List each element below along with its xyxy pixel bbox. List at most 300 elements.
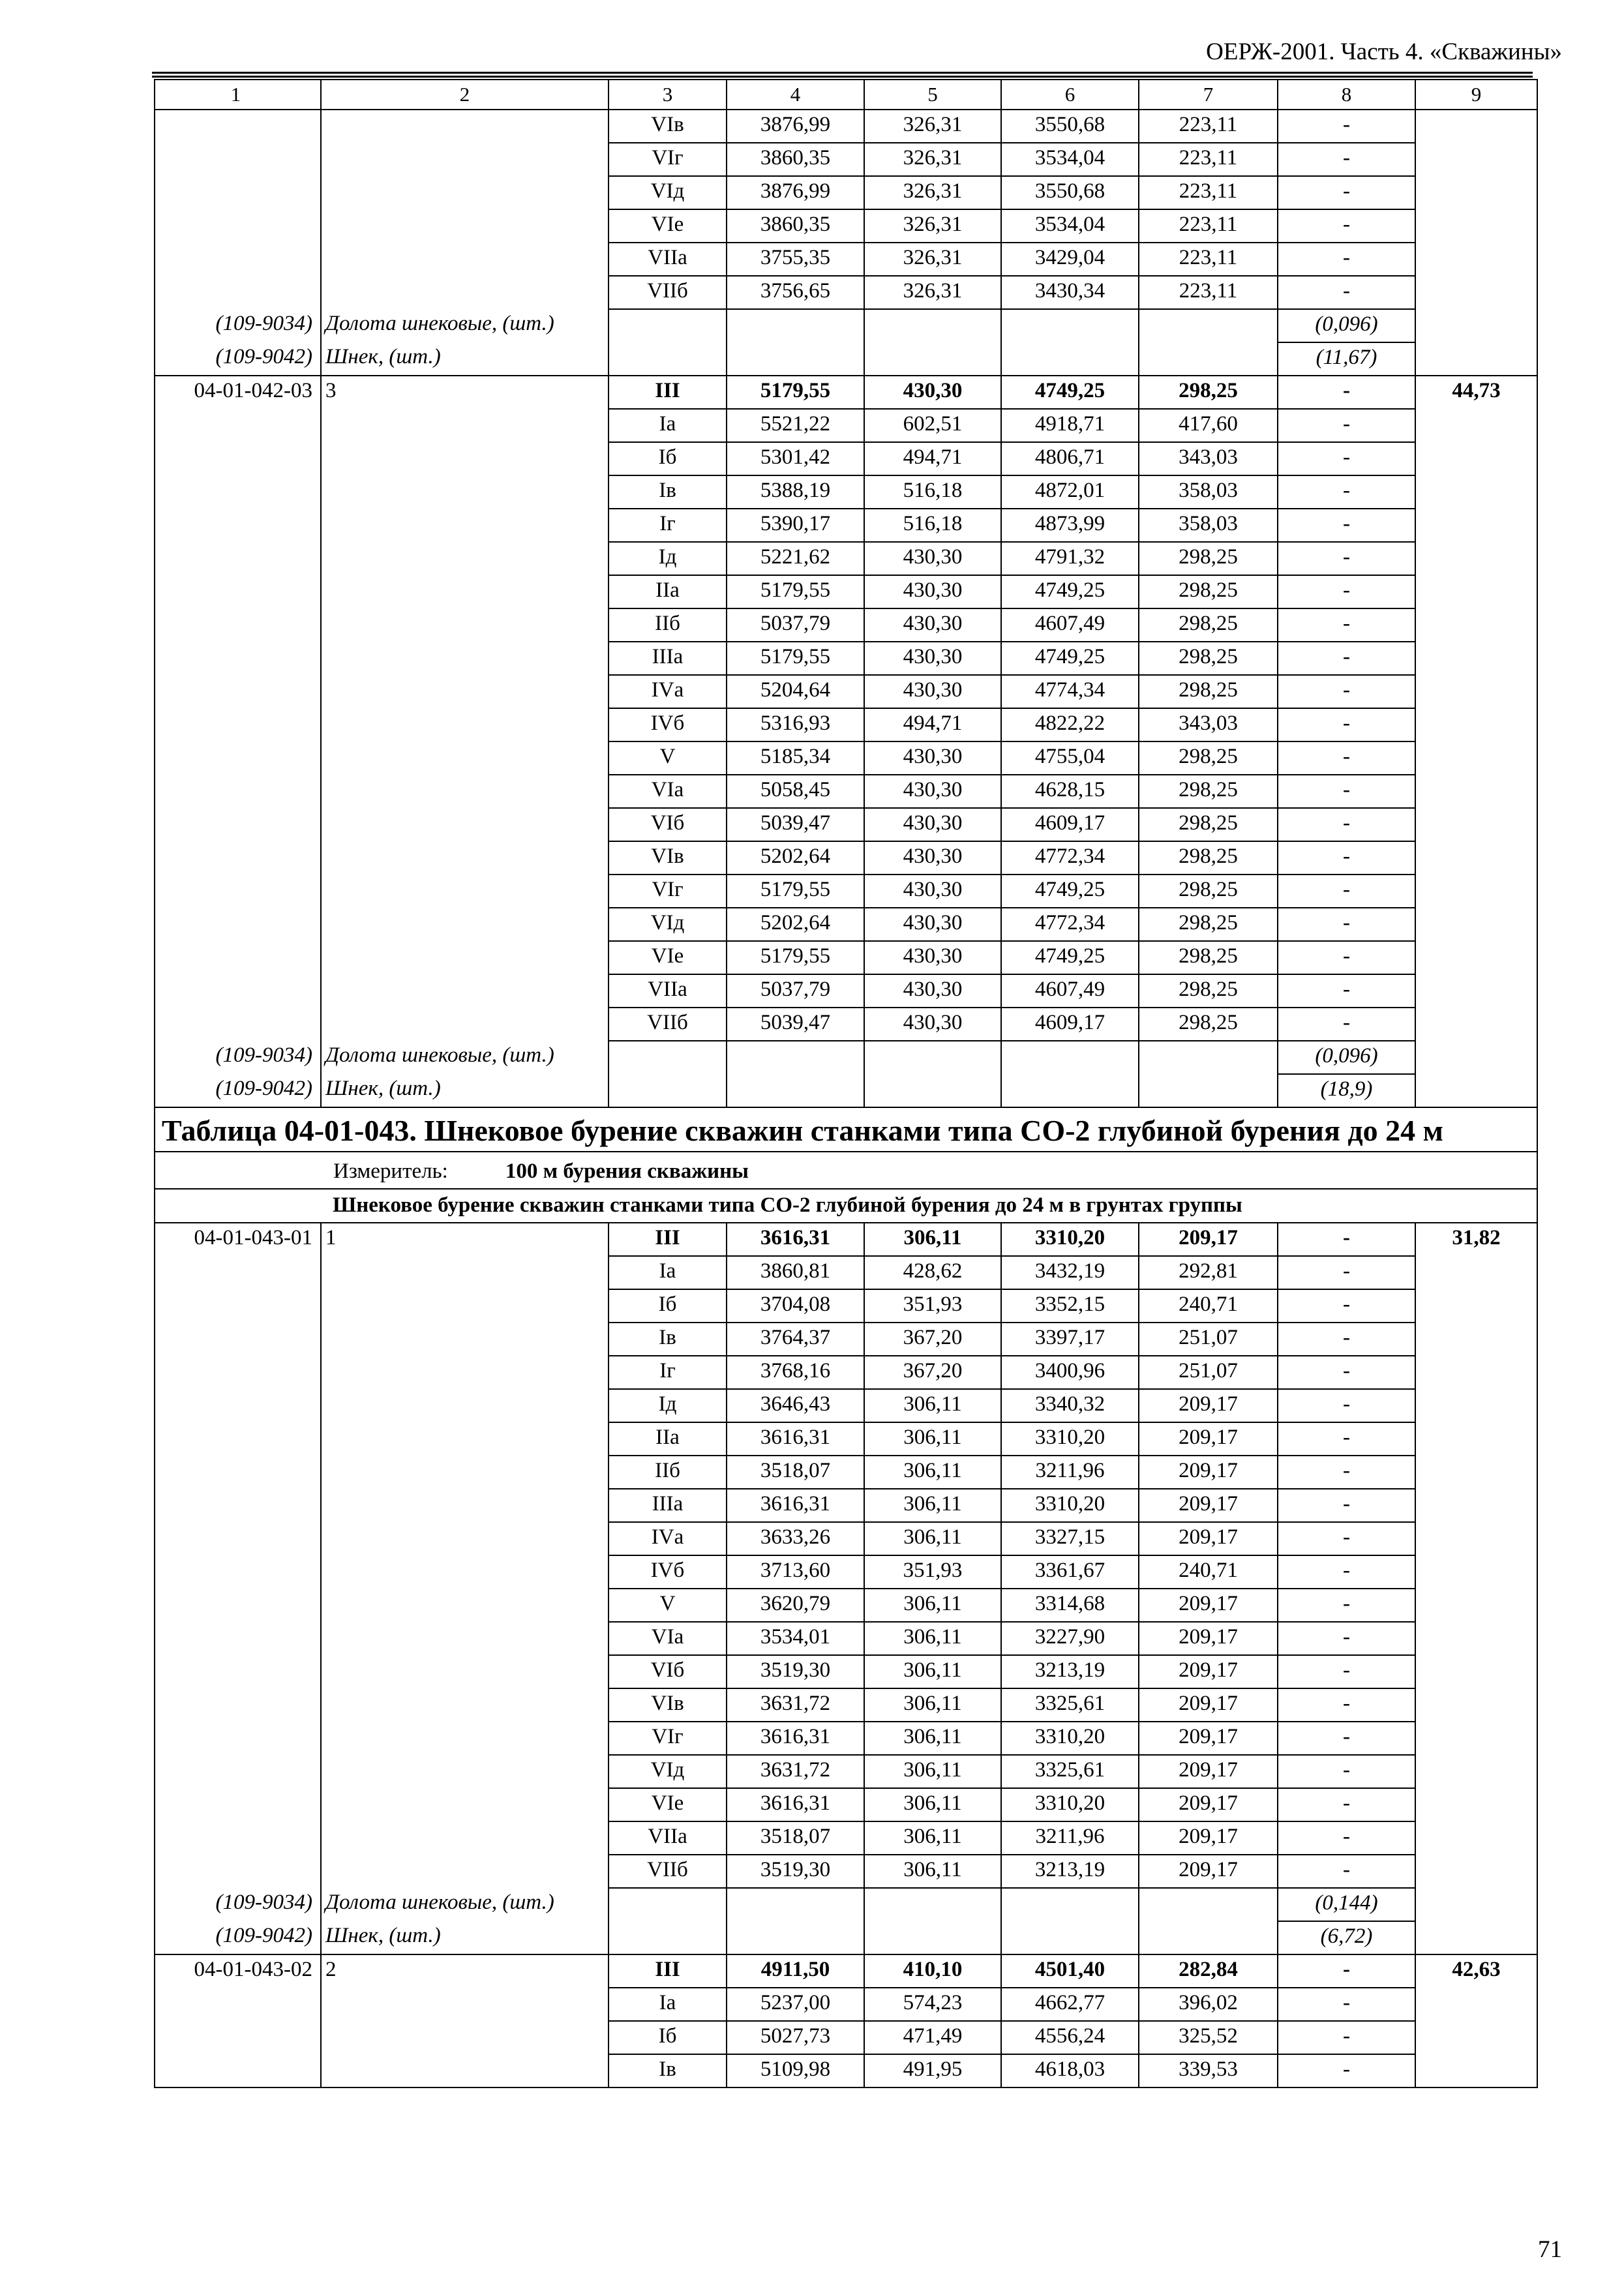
empty-cell: [609, 309, 727, 342]
value-cell: 5109,98: [727, 2054, 864, 2087]
value-cell: -: [1278, 1622, 1415, 1655]
material-quantity: (0,096): [1278, 309, 1415, 342]
soil-group: IIб: [609, 1456, 727, 1489]
value-cell: 3631,72: [727, 1688, 864, 1722]
value-cell: 5037,79: [727, 974, 864, 1008]
value-cell: 306,11: [864, 1755, 1001, 1788]
value-cell: 3860,35: [727, 209, 864, 243]
value-cell: 326,31: [864, 276, 1001, 309]
empty-cell: [1139, 309, 1278, 342]
empty-cell: [727, 1921, 864, 1954]
value-cell: 3616,31: [727, 1722, 864, 1755]
value-cell: 209,17: [1139, 1722, 1278, 1755]
value-cell: 343,03: [1139, 708, 1278, 741]
empty-cell: [1001, 1074, 1139, 1107]
value-cell: 4772,34: [1001, 841, 1139, 875]
value-cell: 3400,96: [1001, 1356, 1139, 1389]
value-cell: 3704,08: [727, 1289, 864, 1323]
value-cell: 223,11: [1139, 143, 1278, 176]
value-cell: 430,30: [864, 675, 1001, 708]
material-name: Шнек, (шт.): [321, 1921, 609, 1954]
soil-group: VIв: [609, 1688, 727, 1722]
value-cell: 4609,17: [1001, 808, 1139, 841]
value-cell: -: [1278, 1323, 1415, 1356]
value-cell: 3519,30: [727, 1655, 864, 1688]
value-cell: 430,30: [864, 841, 1001, 875]
column-number-row: [155, 80, 1537, 110]
value-cell: 240,71: [1139, 1289, 1278, 1323]
value-cell: 209,17: [1139, 1788, 1278, 1821]
value-cell: 430,30: [864, 775, 1001, 808]
value-cell: -: [1278, 808, 1415, 841]
value-cell: 4872,01: [1001, 475, 1139, 509]
soil-group: III: [609, 376, 727, 409]
soil-group: VIд: [609, 176, 727, 209]
row-description: [321, 110, 609, 309]
value-cell: 298,25: [1139, 642, 1278, 675]
value-cell: -: [1278, 1223, 1415, 1256]
soil-group: Iв: [609, 2054, 727, 2087]
value-cell: 209,17: [1139, 1688, 1278, 1722]
value-cell: 326,31: [864, 243, 1001, 276]
material-name: Долота шнековые, (шт.): [321, 1041, 609, 1074]
value-cell: 326,31: [864, 143, 1001, 176]
value-cell: 430,30: [864, 376, 1001, 409]
column-number: 4: [727, 80, 864, 110]
value-cell: 3631,72: [727, 1755, 864, 1788]
value-cell: 3876,99: [727, 110, 864, 143]
empty-cell: [864, 1921, 1001, 1954]
value-cell: -: [1278, 974, 1415, 1008]
value-cell: 430,30: [864, 1008, 1001, 1041]
table-row: [155, 1223, 1537, 1256]
column-number: 2: [321, 80, 609, 110]
value-cell: 574,23: [864, 1988, 1001, 2021]
value-cell: 4618,03: [1001, 2054, 1139, 2087]
value-cell: 3756,65: [727, 276, 864, 309]
value-cell: 3620,79: [727, 1589, 864, 1622]
value-cell: 494,71: [864, 442, 1001, 475]
value-cell: 5388,19: [727, 475, 864, 509]
value-cell: 3310,20: [1001, 1489, 1139, 1522]
value-cell: 298,25: [1139, 675, 1278, 708]
labor-cost: 44,73: [1415, 376, 1537, 1107]
value-cell: 209,17: [1139, 1755, 1278, 1788]
soil-group: Iа: [609, 409, 727, 442]
material-code: (109-9034): [155, 1041, 321, 1074]
soil-group: VIе: [609, 209, 727, 243]
value-cell: -: [1278, 1389, 1415, 1422]
value-cell: 325,52: [1139, 2021, 1278, 2054]
soil-group: IIIа: [609, 1489, 727, 1522]
value-cell: 3860,35: [727, 143, 864, 176]
material-name: Долота шнековые, (шт.): [321, 1888, 609, 1921]
value-cell: 5202,64: [727, 908, 864, 941]
soil-group: IVб: [609, 1555, 727, 1589]
value-cell: -: [1278, 1422, 1415, 1456]
value-cell: 4749,25: [1001, 575, 1139, 608]
soil-group: Iв: [609, 475, 727, 509]
header-rule-double: [152, 76, 1533, 78]
value-cell: 5179,55: [727, 941, 864, 974]
value-cell: 306,11: [864, 1821, 1001, 1855]
value-cell: 306,11: [864, 1622, 1001, 1655]
value-cell: 516,18: [864, 475, 1001, 509]
value-cell: 491,95: [864, 2054, 1001, 2087]
value-cell: 4873,99: [1001, 509, 1139, 542]
material-code: (109-9042): [155, 1074, 321, 1107]
soil-group: Iд: [609, 542, 727, 575]
empty-cell: [727, 1074, 864, 1107]
empty-cell: [864, 1074, 1001, 1107]
value-cell: 298,25: [1139, 875, 1278, 908]
value-cell: 3213,19: [1001, 1855, 1139, 1888]
value-cell: 282,84: [1139, 1954, 1278, 1988]
value-cell: 209,17: [1139, 1589, 1278, 1622]
value-cell: 326,31: [864, 209, 1001, 243]
value-cell: 298,25: [1139, 376, 1278, 409]
value-cell: 471,49: [864, 2021, 1001, 2054]
column-number: 5: [864, 80, 1001, 110]
value-cell: 4791,32: [1001, 542, 1139, 575]
soil-group: VIг: [609, 1722, 727, 1755]
value-cell: -: [1278, 741, 1415, 775]
value-cell: -: [1278, 442, 1415, 475]
value-cell: 209,17: [1139, 1456, 1278, 1489]
column-number: 6: [1001, 80, 1139, 110]
value-cell: 3713,60: [727, 1555, 864, 1589]
value-cell: 209,17: [1139, 1622, 1278, 1655]
value-cell: 5316,93: [727, 708, 864, 741]
value-cell: 430,30: [864, 741, 1001, 775]
empty-cell: [727, 1041, 864, 1074]
value-cell: 3310,20: [1001, 1422, 1139, 1456]
value-cell: -: [1278, 608, 1415, 642]
value-cell: 4607,49: [1001, 974, 1139, 1008]
value-cell: 298,25: [1139, 974, 1278, 1008]
empty-cell: [727, 309, 864, 342]
value-cell: 4607,49: [1001, 608, 1139, 642]
value-cell: 396,02: [1139, 1988, 1278, 2021]
empty-cell: [1139, 1074, 1278, 1107]
value-cell: 430,30: [864, 808, 1001, 841]
table-row: [155, 376, 1537, 409]
value-cell: 5179,55: [727, 575, 864, 608]
value-cell: -: [1278, 1589, 1415, 1622]
value-cell: 367,20: [864, 1323, 1001, 1356]
value-cell: 4755,04: [1001, 741, 1139, 775]
material-quantity: (0,144): [1278, 1888, 1415, 1921]
material-quantity: (0,096): [1278, 1041, 1415, 1074]
soil-group: VIIб: [609, 276, 727, 309]
table-title: Таблица 04-01-043. Шнековое бурение скважин станками типа СО-2 глубиной бурения до 24 м: [155, 1107, 1537, 1152]
value-cell: 3616,31: [727, 1489, 864, 1522]
material-row: [155, 309, 1537, 342]
value-cell: 3860,81: [727, 1256, 864, 1289]
value-cell: -: [1278, 908, 1415, 941]
row-description: 3: [321, 376, 609, 1041]
value-cell: 306,11: [864, 1489, 1001, 1522]
empty-cell: [864, 309, 1001, 342]
value-cell: -: [1278, 276, 1415, 309]
material-row: [155, 342, 1537, 376]
value-cell: 3876,99: [727, 176, 864, 209]
value-cell: 209,17: [1139, 1855, 1278, 1888]
measure-row: [155, 1152, 1537, 1189]
value-cell: 3325,61: [1001, 1688, 1139, 1722]
empty-cell: [609, 1888, 727, 1921]
value-cell: 516,18: [864, 509, 1001, 542]
value-cell: 4806,71: [1001, 442, 1139, 475]
value-cell: 306,11: [864, 1655, 1001, 1688]
soil-group: IVа: [609, 675, 727, 708]
value-cell: -: [1278, 2021, 1415, 2054]
value-cell: 5179,55: [727, 642, 864, 675]
value-cell: 209,17: [1139, 1389, 1278, 1422]
value-cell: -: [1278, 1688, 1415, 1722]
value-cell: 430,30: [864, 608, 1001, 642]
page-number: 71: [1538, 2236, 1562, 2263]
soil-group: VIб: [609, 808, 727, 841]
value-cell: 4822,22: [1001, 708, 1139, 741]
value-cell: 306,11: [864, 1223, 1001, 1256]
soil-group: Iв: [609, 1323, 727, 1356]
value-cell: -: [1278, 1722, 1415, 1755]
value-cell: 4749,25: [1001, 941, 1139, 974]
value-cell: 5039,47: [727, 808, 864, 841]
material-row: [155, 1888, 1537, 1921]
value-cell: 417,60: [1139, 409, 1278, 442]
value-cell: 3310,20: [1001, 1722, 1139, 1755]
value-cell: 240,71: [1139, 1555, 1278, 1589]
labor-cost: 31,82: [1415, 1223, 1537, 1954]
value-cell: 292,81: [1139, 1256, 1278, 1289]
soil-group: Iб: [609, 442, 727, 475]
value-cell: 298,25: [1139, 775, 1278, 808]
soil-group: VIIа: [609, 1821, 727, 1855]
value-cell: 3227,90: [1001, 1622, 1139, 1655]
column-number: 1: [155, 80, 321, 110]
value-cell: -: [1278, 143, 1415, 176]
material-row: [155, 1041, 1537, 1074]
value-cell: 3211,96: [1001, 1821, 1139, 1855]
value-cell: -: [1278, 775, 1415, 808]
value-cell: 3755,35: [727, 243, 864, 276]
value-cell: 326,31: [864, 176, 1001, 209]
value-cell: 5301,42: [727, 442, 864, 475]
subtitle-row: [155, 1189, 1537, 1223]
soil-group: VIIа: [609, 974, 727, 1008]
empty-cell: [609, 1041, 727, 1074]
value-cell: 306,11: [864, 1456, 1001, 1489]
value-cell: -: [1278, 1356, 1415, 1389]
value-cell: 3213,19: [1001, 1655, 1139, 1688]
value-cell: 3518,07: [727, 1821, 864, 1855]
value-cell: 430,30: [864, 542, 1001, 575]
empty-cell: [1001, 309, 1139, 342]
value-cell: 306,11: [864, 1788, 1001, 1821]
page-header: ОЕРЖ-2001. Часть 4. «Скважины»: [1206, 38, 1562, 65]
value-cell: 4628,15: [1001, 775, 1139, 808]
value-cell: 298,25: [1139, 841, 1278, 875]
value-cell: -: [1278, 1788, 1415, 1821]
soil-group: Iа: [609, 1988, 727, 2021]
soil-group: VIе: [609, 1788, 727, 1821]
soil-group: VIд: [609, 1755, 727, 1788]
value-cell: 5058,45: [727, 775, 864, 808]
value-cell: 3340,32: [1001, 1389, 1139, 1422]
empty-cell: [1139, 1888, 1278, 1921]
soil-group: VIIб: [609, 1008, 727, 1041]
value-cell: 3550,68: [1001, 110, 1139, 143]
empty-cell: [727, 1888, 864, 1921]
value-cell: 5027,73: [727, 2021, 864, 2054]
value-cell: 430,30: [864, 941, 1001, 974]
value-cell: 306,11: [864, 1722, 1001, 1755]
value-cell: 4501,40: [1001, 1954, 1139, 1988]
value-cell: -: [1278, 1522, 1415, 1555]
value-cell: 3397,17: [1001, 1323, 1139, 1356]
empty-cell: [609, 1074, 727, 1107]
value-cell: 3646,43: [727, 1389, 864, 1422]
soil-group: Iг: [609, 509, 727, 542]
value-cell: -: [1278, 1954, 1415, 1988]
value-cell: -: [1278, 1555, 1415, 1589]
value-cell: 358,03: [1139, 509, 1278, 542]
value-cell: 209,17: [1139, 1489, 1278, 1522]
value-cell: 4556,24: [1001, 2021, 1139, 2054]
value-cell: 209,17: [1139, 1422, 1278, 1456]
value-cell: 4749,25: [1001, 376, 1139, 409]
value-cell: -: [1278, 243, 1415, 276]
soil-group: V: [609, 1589, 727, 1622]
soil-group: IVа: [609, 1522, 727, 1555]
soil-group: V: [609, 741, 727, 775]
value-cell: 3352,15: [1001, 1289, 1139, 1323]
value-cell: -: [1278, 1655, 1415, 1688]
value-cell: -: [1278, 2054, 1415, 2087]
value-cell: 410,10: [864, 1954, 1001, 1988]
value-cell: -: [1278, 542, 1415, 575]
value-cell: 339,53: [1139, 2054, 1278, 2087]
empty-cell: [1001, 1041, 1139, 1074]
soil-group: IVб: [609, 708, 727, 741]
value-cell: 4749,25: [1001, 642, 1139, 675]
value-cell: 4918,71: [1001, 409, 1139, 442]
soil-group: IIб: [609, 608, 727, 642]
value-cell: -: [1278, 875, 1415, 908]
value-cell: 5237,00: [727, 1988, 864, 2021]
value-cell: 223,11: [1139, 110, 1278, 143]
value-cell: -: [1278, 409, 1415, 442]
material-quantity: (11,67): [1278, 342, 1415, 376]
value-cell: 428,62: [864, 1256, 1001, 1289]
value-cell: 3432,19: [1001, 1256, 1139, 1289]
value-cell: -: [1278, 1289, 1415, 1323]
empty-cell: [1001, 1888, 1139, 1921]
value-cell: 3534,04: [1001, 143, 1139, 176]
value-cell: 306,11: [864, 1855, 1001, 1888]
value-cell: -: [1278, 642, 1415, 675]
soil-group: Iд: [609, 1389, 727, 1422]
header-rule: [152, 72, 1533, 74]
table-title-row: [155, 1107, 1537, 1152]
value-cell: -: [1278, 575, 1415, 608]
value-cell: 223,11: [1139, 276, 1278, 309]
value-cell: -: [1278, 1755, 1415, 1788]
value-cell: 251,07: [1139, 1356, 1278, 1389]
value-cell: 5185,34: [727, 741, 864, 775]
value-cell: 3616,31: [727, 1422, 864, 1456]
material-quantity: (18,9): [1278, 1074, 1415, 1107]
value-cell: -: [1278, 1456, 1415, 1489]
value-cell: 3518,07: [727, 1456, 864, 1489]
value-cell: 3519,30: [727, 1855, 864, 1888]
soil-group: IIа: [609, 1422, 727, 1456]
soil-group: VIа: [609, 1622, 727, 1655]
soil-group: III: [609, 1223, 727, 1256]
row-code: 04-01-042-03: [155, 376, 321, 1041]
value-cell: 3616,31: [727, 1223, 864, 1256]
value-cell: 367,20: [864, 1356, 1001, 1389]
value-cell: 3314,68: [1001, 1589, 1139, 1622]
empty-cell: [609, 1921, 727, 1954]
value-cell: 306,11: [864, 1422, 1001, 1456]
value-cell: -: [1278, 841, 1415, 875]
value-cell: 351,93: [864, 1555, 1001, 1589]
value-cell: 5039,47: [727, 1008, 864, 1041]
value-cell: -: [1278, 1988, 1415, 2021]
value-cell: 3550,68: [1001, 176, 1139, 209]
empty-cell: [609, 342, 727, 376]
value-cell: -: [1278, 376, 1415, 409]
measure-cell: [155, 1152, 1537, 1189]
value-cell: -: [1278, 1008, 1415, 1041]
measure-label: Измеритель:: [333, 1159, 448, 1183]
value-cell: 209,17: [1139, 1821, 1278, 1855]
value-cell: 3327,15: [1001, 1522, 1139, 1555]
value-cell: 358,03: [1139, 475, 1278, 509]
value-cell: 3211,96: [1001, 1456, 1139, 1489]
value-cell: 3534,01: [727, 1622, 864, 1655]
value-cell: 4772,34: [1001, 908, 1139, 941]
value-cell: 3768,16: [727, 1356, 864, 1389]
value-cell: 602,51: [864, 409, 1001, 442]
row-code: 04-01-043-02: [155, 1954, 321, 2087]
empty-cell: [864, 1041, 1001, 1074]
value-cell: 3534,04: [1001, 209, 1139, 243]
value-cell: -: [1278, 509, 1415, 542]
soil-group: VIв: [609, 110, 727, 143]
value-cell: 4911,50: [727, 1954, 864, 1988]
value-cell: -: [1278, 475, 1415, 509]
value-cell: 209,17: [1139, 1655, 1278, 1688]
material-row: [155, 1921, 1537, 1954]
value-cell: -: [1278, 675, 1415, 708]
empty-cell: [727, 342, 864, 376]
value-cell: 5179,55: [727, 376, 864, 409]
value-cell: -: [1278, 176, 1415, 209]
measure-value: 100 м бурения скважины: [505, 1159, 749, 1183]
soil-group: Iг: [609, 1356, 727, 1389]
labor-cost: 42,63: [1415, 1954, 1537, 2087]
empty-cell: [1139, 342, 1278, 376]
price-table: [154, 79, 1538, 2088]
soil-group: VIIб: [609, 1855, 727, 1888]
material-name: Шнек, (шт.): [321, 342, 609, 376]
value-cell: 306,11: [864, 1589, 1001, 1622]
value-cell: 5037,79: [727, 608, 864, 642]
